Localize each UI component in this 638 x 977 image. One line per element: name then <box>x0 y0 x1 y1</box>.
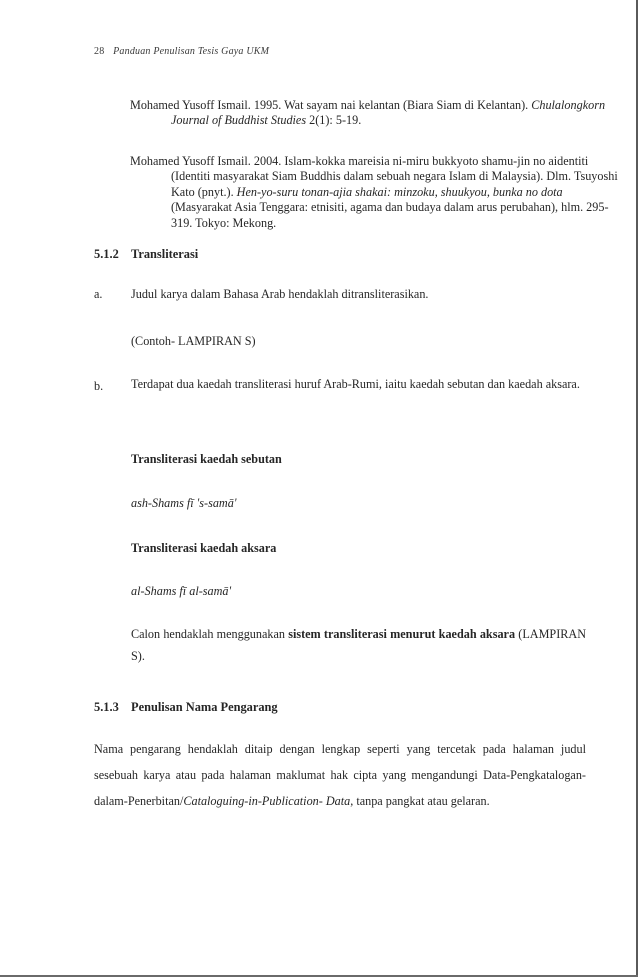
list-label: a. <box>94 287 103 301</box>
list-label: b. <box>94 379 104 393</box>
reference-text: (Masyarakat Asia Tenggara: etnisiti, agama dan budaya dalam arus perubahan), hlm. 295-319. Tokyo: Mekong. <box>171 200 609 230</box>
section-number: 5.1.3 <box>94 700 119 714</box>
paragraph-text: Nama pengarang hendaklah ditaip dengan lengkap seperti yang tercetak pada halaman judul sesebuah karya atau pada halaman maklumat hak cipta yang mengandungi Data-Pengkatalogan-dalam-Penerbitan/ <box>94 742 586 808</box>
note-emphasis: sistem transliterasi menurut kaedah aksara <box>288 627 516 641</box>
subheading: Transliterasi kaedah aksara <box>131 541 277 555</box>
reference-entry <box>130 98 626 129</box>
reference-journal: Chulalongkorn Journal of Buddhist Studies <box>171 98 606 128</box>
reference-entry <box>130 154 626 231</box>
section-number: 5.1.2 <box>94 247 119 261</box>
reference-text: Mohamed Yusoff Ismail. 1995. Wat sayam nai kelantan (Biara Siam di Kelantan). <box>130 98 529 112</box>
note-text: Calon hendaklah menggunakan <box>131 627 289 641</box>
body-paragraph <box>94 736 586 814</box>
transliteration-example: al-Shams fī al-samā' <box>131 584 232 598</box>
note-text: (LAMPIRAN S). <box>131 627 586 663</box>
transliteration-example: ash-Shams fī 's-samā' <box>131 496 237 510</box>
list-item-text: Terdapat dua kaedah transliterasi huruf Arab-Rumi, iaitu kaedah sebutan dan kaedah aksara. <box>131 377 580 391</box>
list-item-text: Judul karya dalam Bahasa Arab hendaklah ditransliterasikan. <box>131 287 429 301</box>
instruction-note <box>131 623 586 667</box>
reference-book-title: Hen-yo-suru tonan-ajia shakai: minzoku, shuukyou, bunka no dota <box>236 184 563 199</box>
reference-text: Mohamed Yusoff Ismail. 2004. Islam-kokka mareisia ni-miru bukkyoto shamu-jin no aidentiti (Identiti masyarakat Siam Buddhis dalam sebuah negara Islam di Malaysia). Dlm. Tsuyoshi Kato (pnyt.). <box>130 154 618 199</box>
paragraph-italic: Cataloguing-in-Publication- Data <box>183 794 351 808</box>
running-header <box>94 46 269 57</box>
section-title: Transliterasi <box>131 247 199 261</box>
reference-text: 2(1): 5-19. <box>306 113 362 128</box>
paragraph-text: , tanpa pangkat atau gelaran. <box>350 794 490 808</box>
example-note: (Contoh- LAMPIRAN S) <box>131 334 256 348</box>
running-title: Panduan Penulisan Tesis Gaya UKM <box>113 46 270 57</box>
subheading: Transliterasi kaedah sebutan <box>131 452 282 466</box>
section-title: Penulisan Nama Pengarang <box>131 700 278 714</box>
page-number: 28 <box>94 46 105 57</box>
